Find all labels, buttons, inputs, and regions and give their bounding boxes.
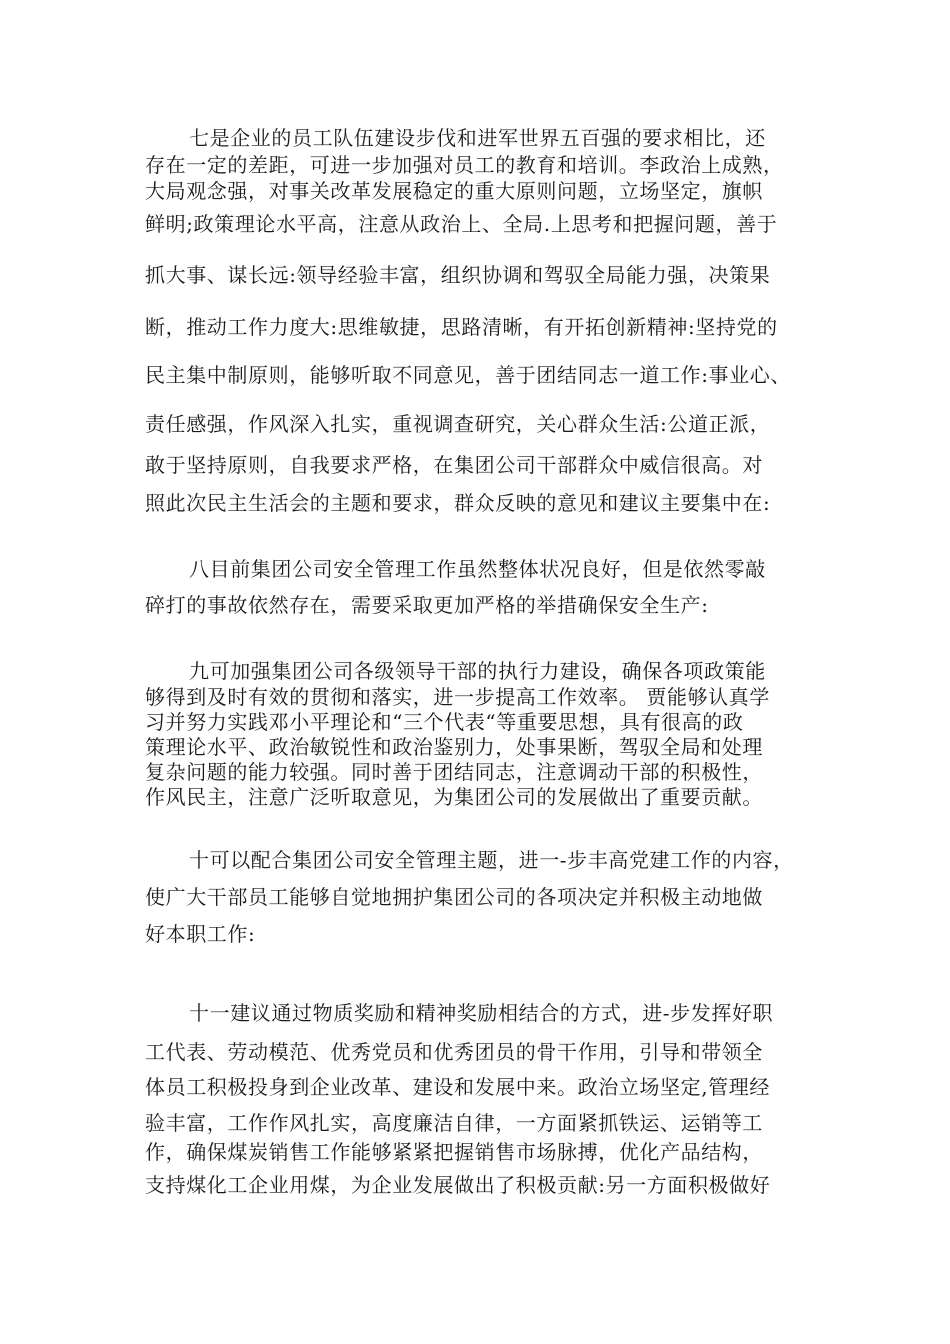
paragraph-line: 民主集中制原则，能够听取不同意见，善于团结同志一道工作:事业心、: [145, 363, 791, 387]
paragraph-line: 体员工积极投身到企业改革、建设和发展中来。政治立场坚定,管理经: [145, 1075, 770, 1099]
paragraph-line: 好本职工作:: [145, 922, 256, 946]
paragraph-line: 七是企业的员工队伍建设步伐和进军世界五百强的要求相比，还: [189, 126, 766, 150]
paragraph-line: 习并努力实践邓小平理论和“三个代表“等重要思想，具有很高的政: [145, 710, 744, 734]
paragraph-line: 大局观念强，对事关改革发展稳定的重大原则问题，立场坚定，旗帜: [145, 179, 763, 203]
paragraph-line: 作，确保煤炭销售工作能够紧紧把握销售市场脉搏，优化产品结构，: [145, 1140, 763, 1164]
paragraph-line: 支持煤化工企业用煤，为企业发展做出了积极贡献:另一方面积极做好: [145, 1173, 771, 1197]
paragraph-line: 策理论水平、政治敏锐性和政治鉴别力，处事果断，驾驭全局和处理: [145, 735, 763, 759]
paragraph-line: 复杂问题的能力较强。同时善于团结同志，注意调动干部的积极性，: [145, 760, 763, 784]
paragraph-line: 工代表、劳动模范、优秀党员和优秀团员的骨干作用，引导和带领全: [145, 1040, 763, 1064]
paragraph-line: 作风民主，注意广泛听取意见，为集团公司的发展做出了重要贡献。: [145, 785, 763, 809]
paragraph-line: 八目前集团公司安全管理工作虽然整体状况良好，但是依然零敲: [189, 557, 766, 581]
paragraph-line: 照此次民主生活会的主题和要求，群众反映的意见和建议主要集中在:: [145, 491, 771, 515]
paragraph-line: 敢于坚持原则，自我要求严格，在集团公司干部群众中威信很高。对: [145, 453, 763, 477]
paragraph-line: 十一建议通过物质奖励和精神奖励相结合的方式，进-步发挥好职: [189, 1001, 774, 1025]
paragraph-line: 鲜明;政策理论水平高，注意从政治上、全局.上思考和把握问题，善于: [145, 212, 778, 236]
paragraph-line: 验丰富，工作作风扎实，高度廉洁自律，一方面紧抓铁运、运销等工: [145, 1111, 763, 1135]
paragraph-line: 碎打的事故依然存在，需要采取更加严格的举措确保安全生产:: [145, 593, 709, 617]
paragraph-line: 九可加强集团公司各级领导干部的执行力建设，确保各项政策能: [189, 659, 766, 683]
paragraph-line: 够得到及时有效的贯彻和落实，进一步提高工作效率。 贾能够认真学: [145, 685, 770, 709]
paragraph-line: 责任感强，作风深入扎实，重视调查研究，关心群众生活:公道正派，: [145, 412, 771, 436]
paragraph-line: 断，推动工作力度大:思维敏捷，思路清晰，有开拓创新精神:坚持党的: [145, 315, 778, 339]
paragraph-line: 存在一定的差距，可进一步加强对员工的教育和培训。李政治上成熟，: [145, 153, 784, 177]
paragraph-line: 使广大干部员工能够自觉地拥护集团公司的各项决定并积极主动地做: [145, 885, 763, 909]
paragraph-line: 抓大事、谋长远:领导经验丰富，组织协调和驾驭全局能力强，决策果: [145, 263, 771, 287]
paragraph-line: 十可以配合集团公司安全管理主题，进一-步丰高党建工作的内容，: [189, 848, 794, 872]
